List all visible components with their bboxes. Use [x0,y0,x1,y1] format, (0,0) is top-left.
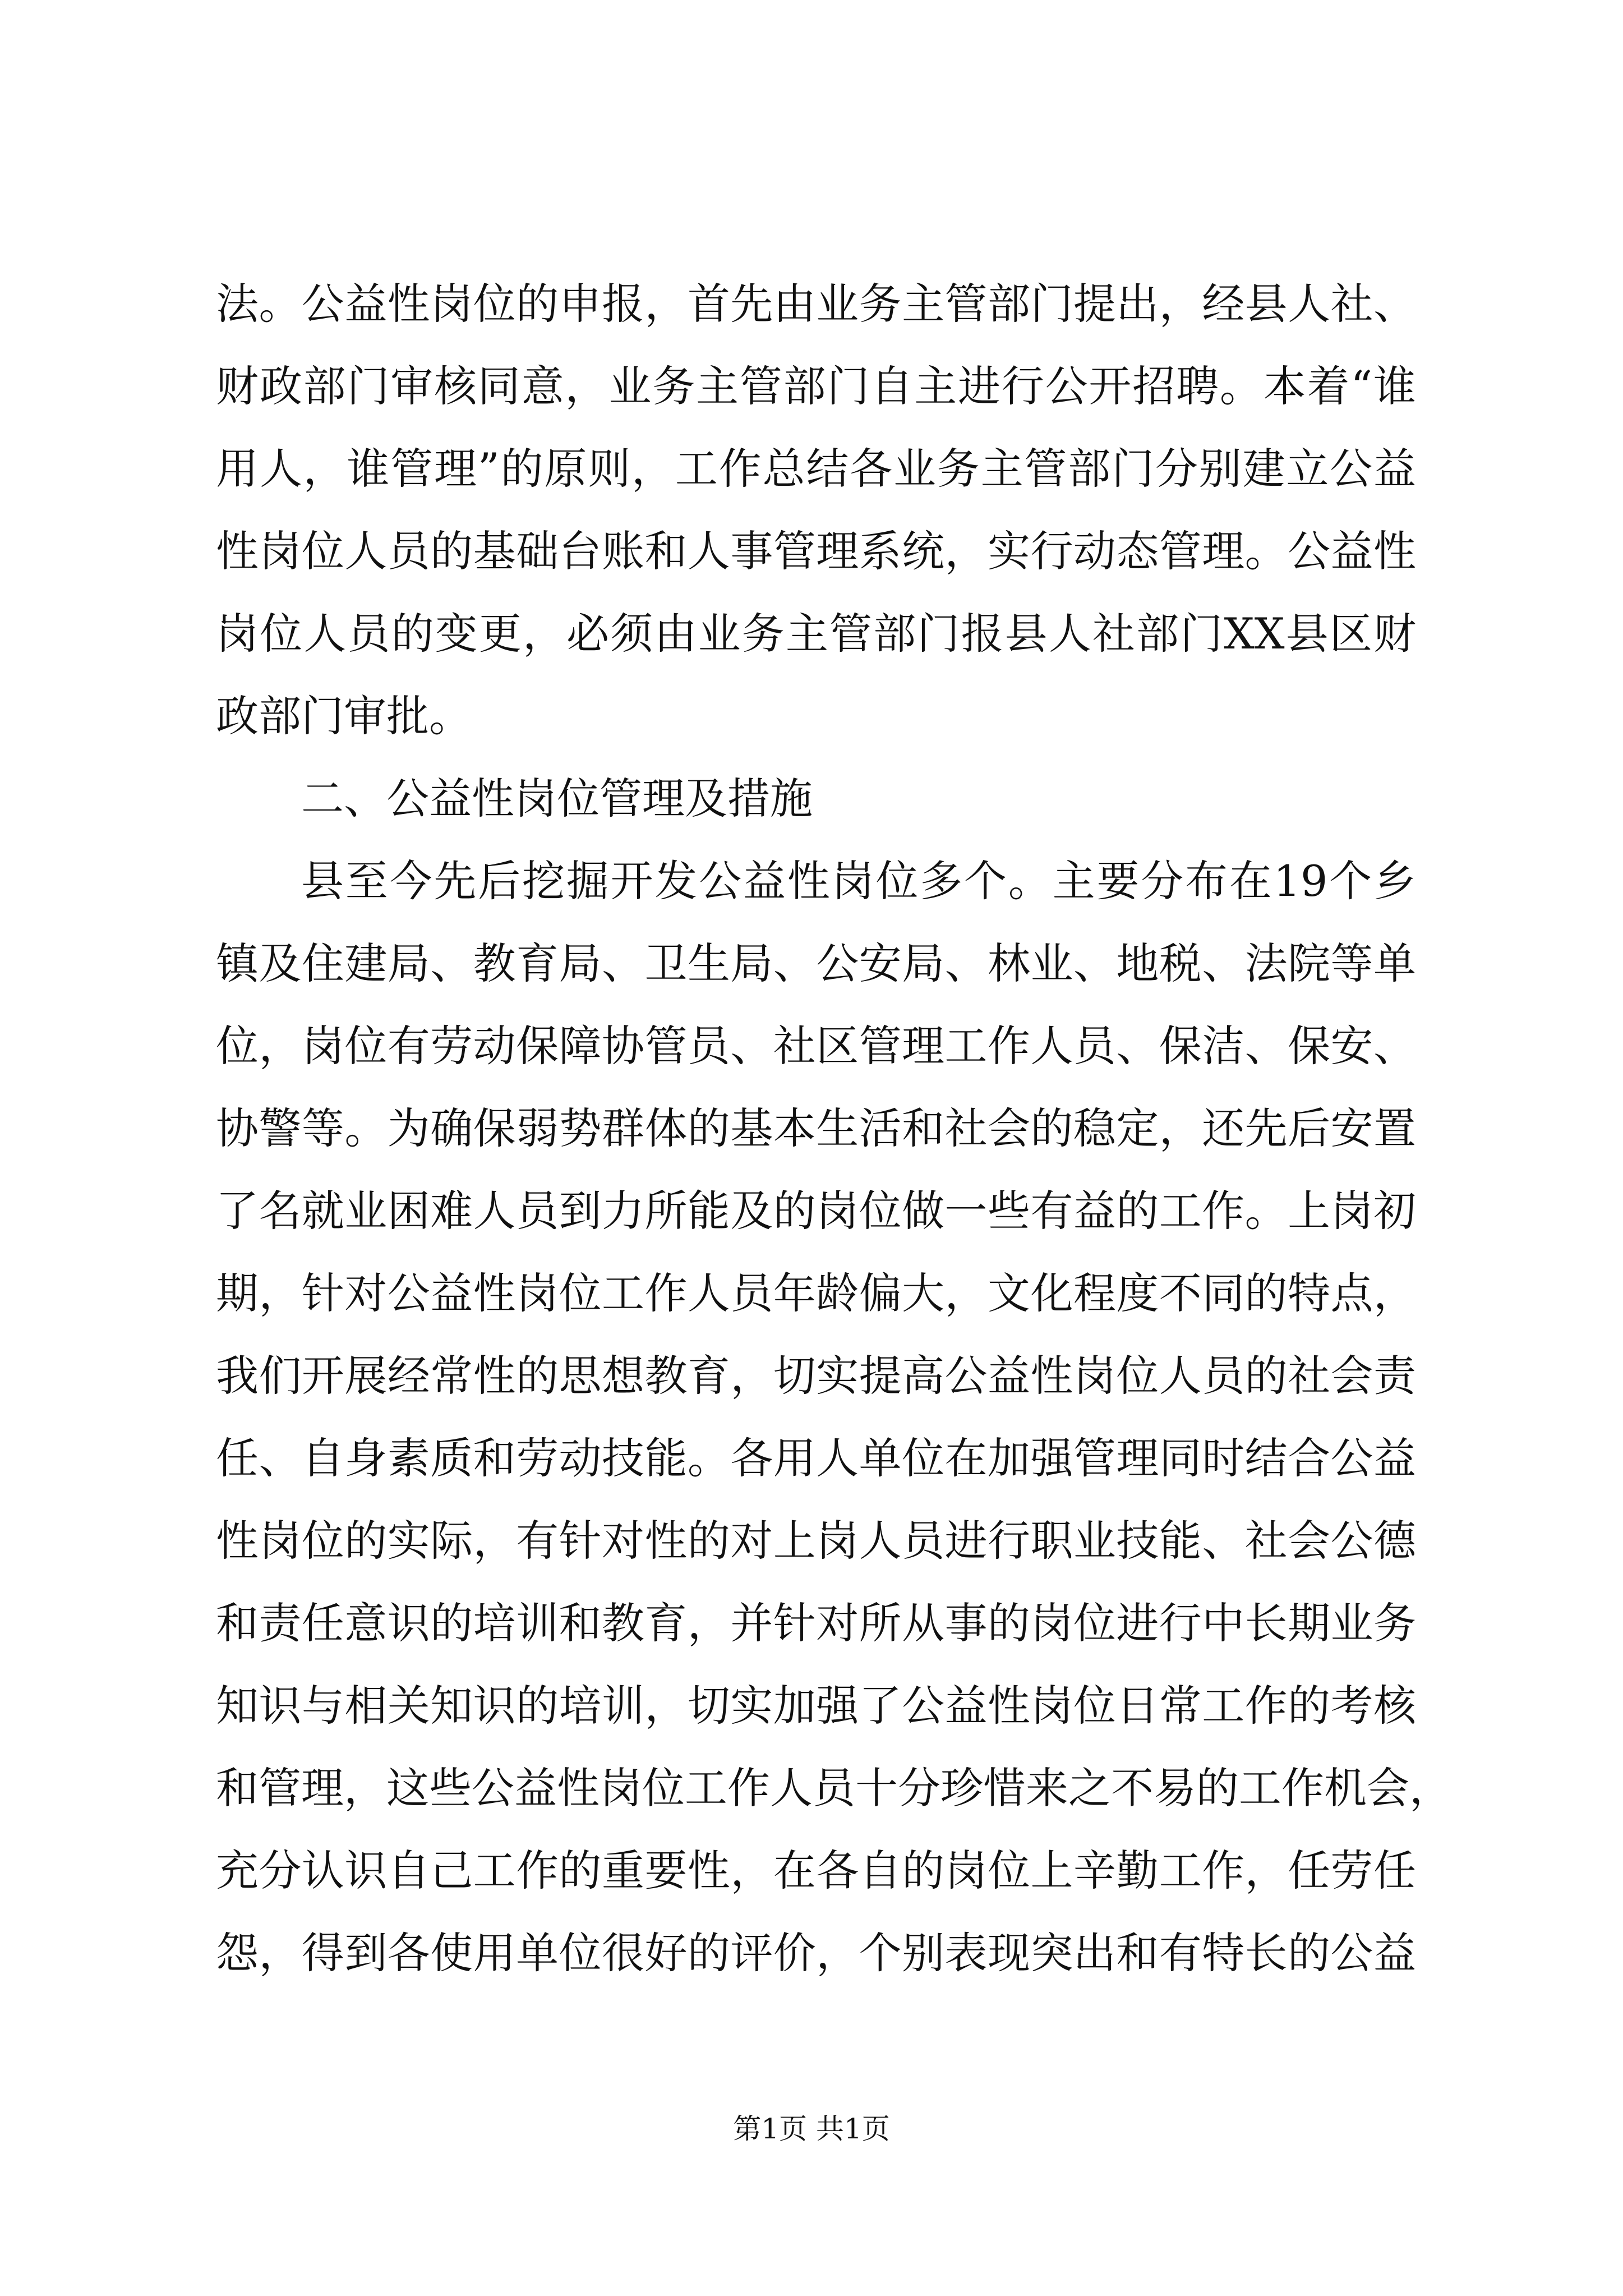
page-footer: 第1页 共1页 [733,2113,890,2145]
text-line: 协警等。为确保弱势群体的基本生活和社会的稳定，还先后安置 [216,1103,1416,1153]
text-line: 性岗位的实际，有针对性的对上岗人员进行职业技能、社会公德 [216,1516,1416,1566]
text-line: 期，针对公益性岗位工作人员年龄偏大，文化程度不同的特点， [216,1268,1416,1318]
text-line: 充分认识自己工作的重要性，在各自的岗位上辛勤工作，任劳任 [216,1846,1416,1895]
section-heading: 二、公益性岗位管理及措施 [301,774,813,823]
text-line: 镇及住建局、教育局、卫生局、公安局、林业、地税、法院等单 [216,938,1416,988]
text-line: 财政部门审核同意，业务主管部门自主进行公开招聘。本着“谁 [216,361,1416,411]
text-line: 法。公益性岗位的申报，首先由业务主管部门提出，经县人社、 [216,279,1416,329]
text-line: 我们开展经常性的思想教育，切实提高公益性岗位人员的社会责 [216,1351,1416,1401]
text-line: 了名就业困难人员到力所能及的岗位做一些有益的工作。上岗初 [216,1186,1416,1236]
document-body [216,263,1452,1994]
text-line: 政部门审批。 [216,691,472,741]
text-line: 和责任意识的培训和教育，并针对所从事的岗位进行中长期业务 [216,1598,1416,1648]
text-line: 位，岗位有劳动保障协管员、社区管理工作人员、保洁、保安、 [216,1021,1416,1071]
text-line: 性岗位人员的基础台账和人事管理系统，实行动态管理。公益性 [216,526,1416,576]
text-line: 县至今先后挖掘开发公益性岗位多个。主要分布在19个乡 [301,856,1416,906]
text-line: 知识与相关知识的培训，切实加强了公益性岗位日常工作的考核 [216,1681,1416,1731]
text-line: 和管理，这些公益性岗位工作人员十分珍惜来之不易的工作机会， [216,1763,1452,1813]
text-line: 怨，得到各使用单位很好的评价，个别表现突出和有特长的公益 [216,1928,1416,1978]
text-line: 用人，谁管理”的原则，工作总结各业务主管部门分别建立公益 [216,444,1416,494]
text-line: 任、自身素质和劳动技能。各用人单位在加强管理同时结合公益 [216,1433,1416,1483]
text-line: 岗位人员的变更，必须由业务主管部门报县人社部门XX县区财 [216,609,1416,659]
